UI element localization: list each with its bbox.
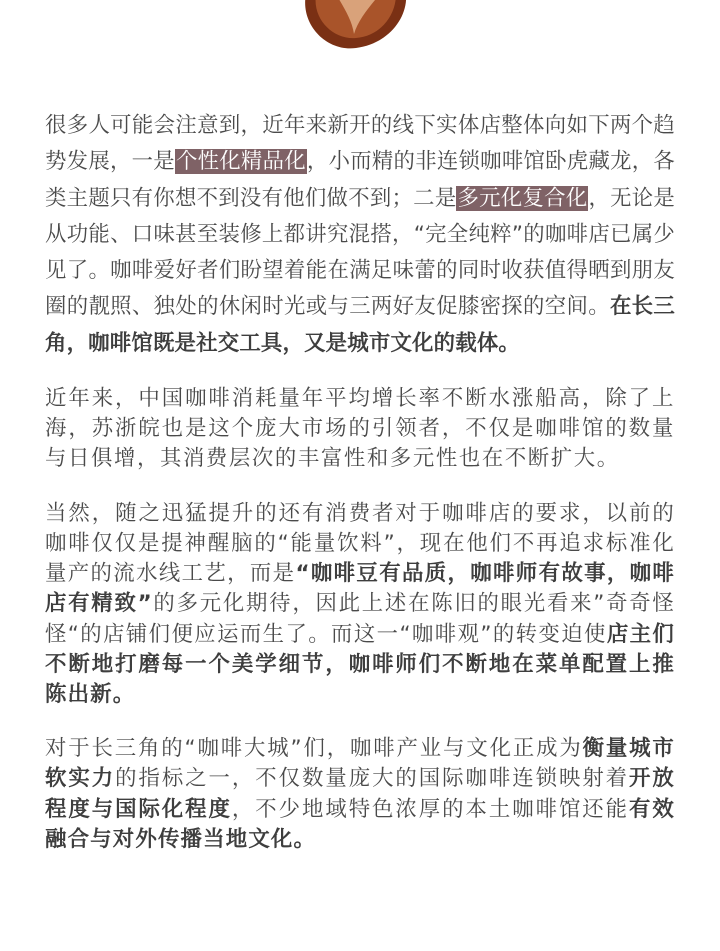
paragraph-3 (45, 499, 675, 710)
p4-text-1: 对于长三角的“咖啡大城”们，咖啡产业与文化正成为 (45, 736, 583, 762)
p3-text-2: 的多元化期待，因此上述在陈旧的眼光看来”奇奇怪怪“的店铺们便应运而生了。而这一“咖啡观”的转变迫使 (45, 591, 675, 647)
p4-bold-2: 开放程度与国际化程度 (45, 766, 675, 822)
p3-bold-2: 店主们不断地打磨每一个美学细节，咖啡师们不断地在菜单配置上推陈出新。 (45, 621, 675, 707)
p4-bold-3: 有效融合与对外传播当地文化。 (45, 796, 675, 852)
p3-text-1: 当然，随之迅猛提升的还有消费者对于咖啡店的要求，以前的咖啡仅仅是提神醒脑的“能量饮料”，现在他们不再追求标准化量产的流水线工艺，而是 (45, 500, 675, 587)
p3-bold-1: “咖啡豆有品质，咖啡师有故事，咖啡店有精致” (45, 561, 675, 617)
p1-highlight-2: 多元化复合化 (457, 185, 588, 211)
coffee-bean-icon (296, 0, 416, 50)
p4-text-3: ，不少地域特色浓厚的本土咖啡馆还能 (231, 796, 630, 822)
p1-highlight-1: 个性化精品化 (175, 149, 306, 175)
p1-text-3: ，无论是从功能、口味甚至装修上都讲究混搭，“完全纯粹”的咖啡店已属少见了。咖啡爱好者们盼望着能在满足味蕾的同时收获值得晒到朋友圈的靓照、独处的休闲时光或与三两好友促膝密探的空间。 (45, 185, 675, 320)
p4-bold-1: 衡量城市软实力 (45, 736, 675, 792)
paragraph-1 (45, 108, 675, 362)
p2-text-1: 近年来，中国咖啡消耗量年平均增长率不断水涨船高，除了上海，苏浙皖也是这个庞大市场的引领者，不仅是咖啡馆的数量与日俱增，其消费层次的丰富性和多元性也在不断扩大。 (45, 386, 675, 472)
p1-text-1: 很多人可能会注意到，近年来新开的线下实体店整体向如下两个趋势发展，一是 (45, 113, 675, 175)
article-body (45, 108, 675, 855)
paragraph-2 (45, 384, 675, 475)
paragraph-4 (45, 734, 675, 855)
p1-text-2: ，小而精的非连锁咖啡馆卧虎藏龙，各类主题只有你想不到没有他们做不到；二是 (45, 149, 676, 211)
p1-bold-1: 在长三角，咖啡馆既是社交工具，又是城市文化的载体。 (45, 294, 676, 356)
p4-text-2: 的指标之一，不仅数量庞大的国际咖啡连锁映射着 (115, 766, 630, 792)
